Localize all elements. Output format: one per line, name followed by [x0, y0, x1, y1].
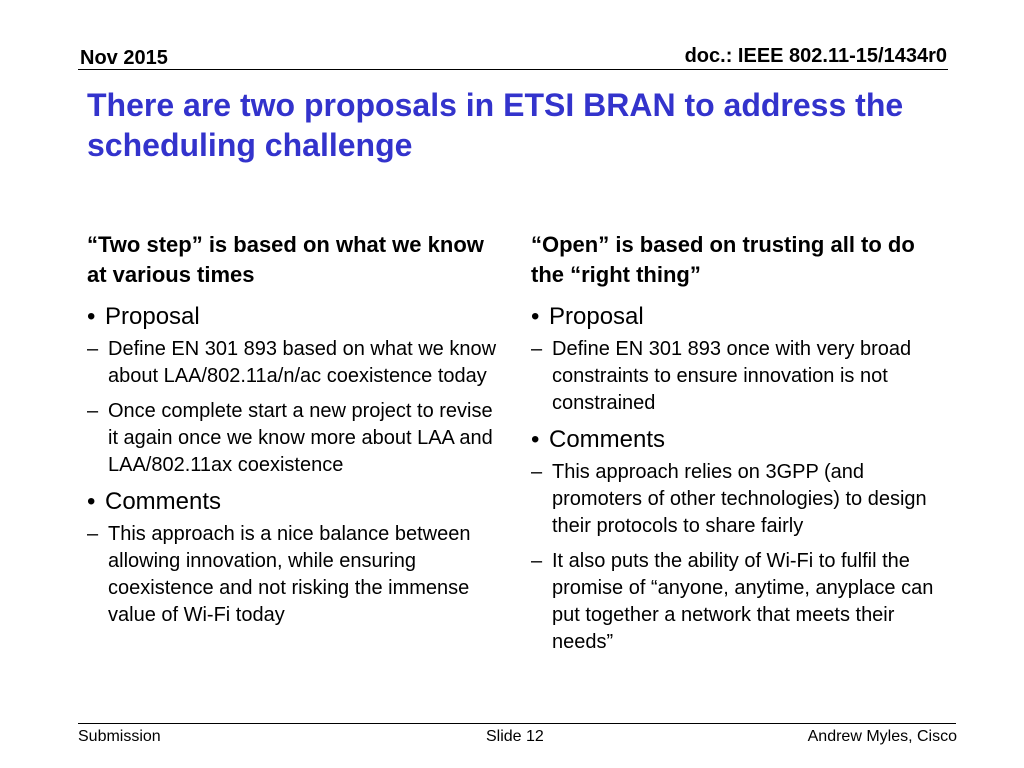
right-proposal-bullet — [531, 302, 951, 332]
right-comments-label: Comments — [549, 426, 666, 453]
right-comments-item — [531, 548, 951, 656]
left-proposal-label: Proposal — [105, 303, 200, 330]
left-comments-label: Comments — [105, 488, 222, 515]
footer-submission: Submission — [78, 728, 161, 745]
left-comments-bullet — [87, 487, 507, 517]
left-comments-item-text: This approach is a nice balance between allowing innovation, while ensuring coexistence and not risking the immense value of Wi-Fi today — [108, 523, 471, 626]
bullet-marker: • — [87, 488, 96, 515]
dash-marker: – — [531, 461, 543, 483]
header-date: Nov 2015 — [80, 47, 168, 69]
left-column — [87, 230, 507, 637]
left-comments-item — [87, 521, 507, 629]
right-comments-item-text: It also puts the ability of Wi-Fi to fulfil the promise of “anyone, anytime, anyplace can put together a network that meets their needs” — [552, 550, 934, 653]
right-comments-item — [531, 459, 951, 540]
dash-marker: – — [531, 550, 543, 572]
footer-slide-number: Slide 12 — [486, 728, 544, 745]
bullet-marker: • — [531, 303, 540, 330]
footer-author: Andrew Myles, Cisco — [807, 728, 957, 745]
left-proposal-item — [87, 336, 507, 390]
right-proposal-item-text: Define EN 301 893 once with very broad constraints to ensure innovation is not constrained — [552, 338, 912, 414]
right-comments-item-text: This approach relies on 3GPP (and promoters of other technologies) to design their protocols to share fairly — [552, 461, 927, 537]
right-comments-bullet — [531, 425, 951, 455]
left-proposal-item-text: Define EN 301 893 based on what we know about LAA/802.11a/n/ac coexistence today — [108, 338, 497, 387]
left-proposal-item — [87, 398, 507, 479]
dash-marker: – — [531, 338, 543, 360]
slide-title: There are two proposals in ETSI BRAN to address the scheduling challenge — [87, 87, 904, 163]
left-proposal-bullet — [87, 302, 507, 332]
footer-divider — [78, 723, 956, 724]
bullet-marker: • — [87, 303, 96, 330]
header-divider — [78, 69, 948, 70]
dash-marker: – — [87, 400, 99, 422]
dash-marker: – — [87, 523, 99, 545]
right-column — [531, 230, 951, 664]
right-proposal-label: Proposal — [549, 303, 644, 330]
left-column-heading: “Two step” is based on what we know at various times — [87, 232, 484, 287]
left-proposal-item-text: Once complete start a new project to revise it again once we know more about LAA and LAA/802.11ax coexistence — [108, 400, 493, 476]
right-proposal-item — [531, 336, 951, 417]
header-doc-id: doc.: IEEE 802.11-15/1434r0 — [684, 45, 947, 67]
bullet-marker: • — [531, 426, 540, 453]
right-column-heading: “Open” is based on trusting all to do the “right thing” — [531, 232, 915, 287]
dash-marker: – — [87, 338, 99, 360]
